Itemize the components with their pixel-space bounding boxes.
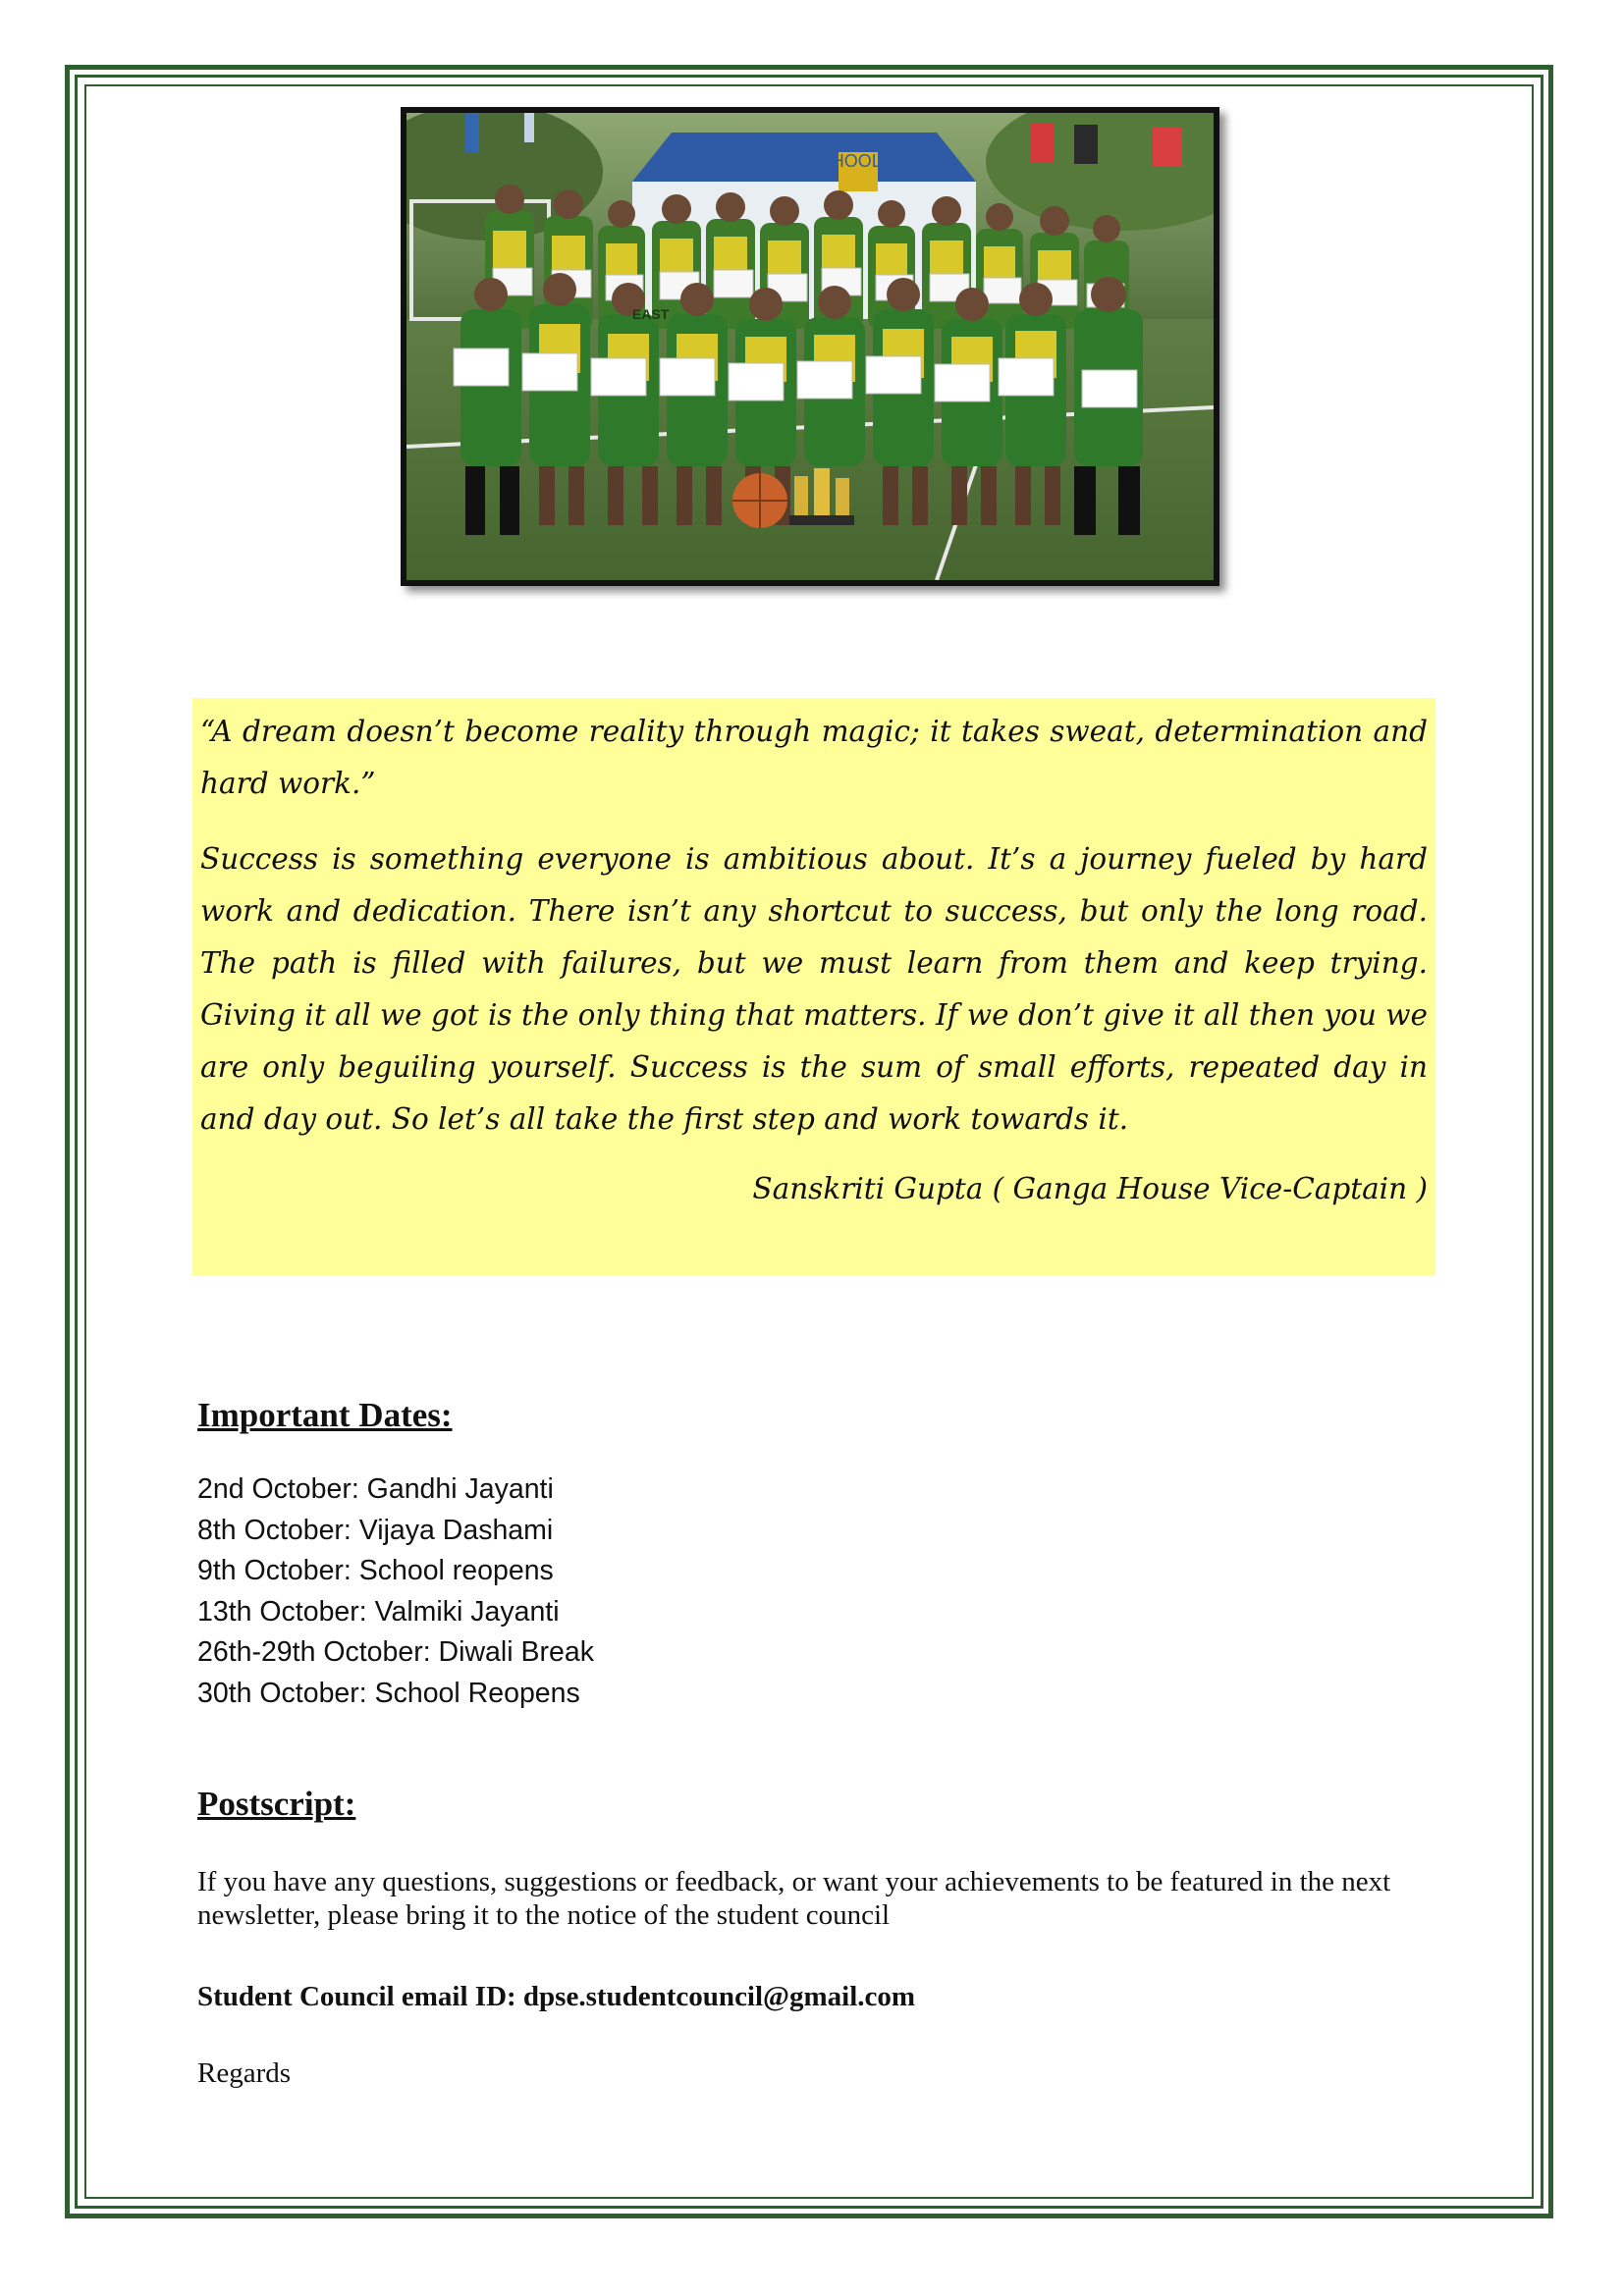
- postscript-text: If you have any questions, suggestions or feedback, or want your achievements to be featured in the next newsletter, please bring it to the notice of the student council: [197, 1866, 1391, 1931]
- date-item: 13th October: Valmiki Jayanti: [197, 1595, 560, 1628]
- student-council-email: Student Council email ID: dpse.studentcouncil@gmail.com: [197, 1981, 916, 2012]
- quote-box: [192, 698, 1435, 1275]
- date-item: 26th-29th October: Diwali Break: [197, 1636, 594, 1668]
- team-photo-illustration: [406, 113, 1214, 580]
- quote-body: Success is something everyone is ambitious about. It’s a journey fueled by hard work and dedication. There isn’t any shortcut to success, but only the long road. The path is filled with failures, but we must learn from them and keep trying. Giving it all we got is the only thing that matters. If we don’t give it all then you we are only beguiling yourself. Success is the sum of small efforts, repeated day in and day out. So let’s all take the first step and work towards it.: [200, 842, 1428, 1136]
- banner-text: LEGACY SCHOOL: [731, 151, 882, 171]
- team-photo: [401, 107, 1219, 586]
- important-dates-heading: Important Dates:: [197, 1396, 453, 1434]
- date-item: 9th October: School reopens: [197, 1555, 554, 1586]
- closing-regards: Regards: [197, 2057, 292, 2089]
- date-item: 30th October: School Reopens: [197, 1677, 580, 1709]
- jersey-text: EAST: [632, 306, 670, 322]
- date-item: 2nd October: Gandhi Jayanti: [197, 1473, 554, 1505]
- quote-headline: “A dream doesn’t become reality through magic; it takes sweat, determination and hard work.”: [200, 715, 1428, 800]
- postscript-heading: Postscript:: [197, 1785, 356, 1823]
- date-item: 8th October: Vijaya Dashami: [197, 1514, 554, 1546]
- quote-signature: Sanskriti Gupta ( Ganga House Vice-Captain ): [752, 1172, 1428, 1205]
- important-dates-list: [197, 1469, 594, 1714]
